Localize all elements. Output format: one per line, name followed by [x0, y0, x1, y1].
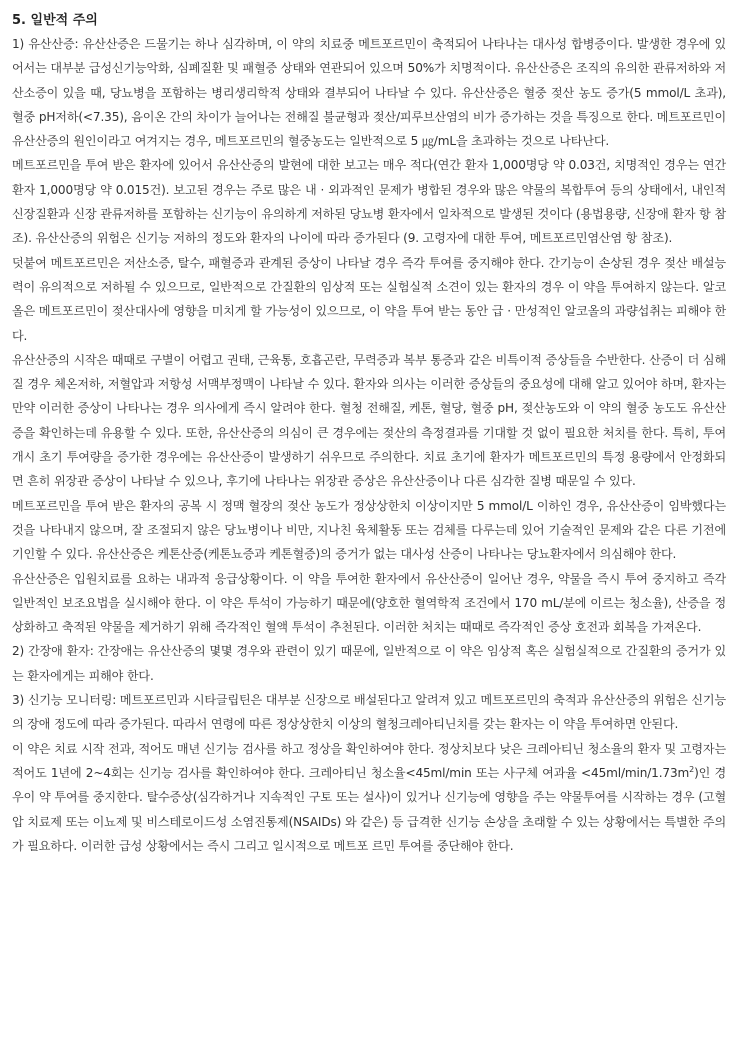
renal-testing-text-2: )인 경우이 약 투여를 중지한다. 탈수증상(심각하거나 지속적인 구토 또는 설사)이 있거나 신기능에 영향을 주는 약물투여를 시작하는 경우 (고혈압 치료제 또는 이뇨제 및 비스테로이드성 소염진통제(NSAIDs) 와 같은) 등 급격한 신기능 손상을 초래할 수 있는 상황에서는 특별한 주의가 필요하다. 이러한 급성 상황에서는 즉시 그리고 일시적으로 메트포 르민 투여를 중단해야 한다.	[12, 765, 726, 853]
paragraph-emergency: 유산산증은 입원치료를 요하는 내과적 응급상황이다. 이 약을 투여한 환자에서 유산산증이 일어난 경우, 약물을 즉시 투여 중지하고 즉각 일반적인 보조요법을 실시해야 한다. 이 약은 투석이 가능하기 때문에(양호한 혈역학적 조건에서 170 mL/분에 이르는 청소율), 산증을 정상화하고 축적된 약물을 제거하기 위해 즉각적인 혈액 투석이 추천된다. 이러한 처치는 때때로 즉각적인 증상 호전과 회복을 가져온다.	[12, 571, 726, 635]
paragraph-renal-testing	[12, 737, 726, 858]
paragraph-symptoms: 유산산증의 시작은 때때로 구별이 어렵고 권태, 근육통, 호흡곤란, 무력증과 복부 통증과 같은 비특이적 증상들을 수반한다. 산증이 더 심해질 경우 체온저하, 저혈압과 저항성 서맥부정맥이 나타날 수 있다. 환자와 의사는 이러한 증상들의 중요성에 대해 알고 있어야 하며, 환자는 만약 이러한 증상이 나타나는 경우 의사에게 즉시 알려야 한다. 혈청 전해질, 케톤, 혈당, 혈중 pH, 젖산농도와 이 약의 혈중 농도도 유산산증을 확인하는데 유용할 수 있다. 또한, 유산산증의 의심이 큰 경우에는 젖산의 측정결과를 기대할 것 없이 필요한 처치를 한다. 특히, 투여 개시 초기 투여량을 증가한 경우에는 유산산증이 발생하기 쉬우므로 주의한다. 치료 초기에 환자가 메트포르민의 특정 용량에서 안정화되면 흔히 위장관 증상이 나타날 수 있으나, 후기에 나타나는 위장관 증상은 유산산증이나 다른 심각한 질병 때문일 수 있다.	[12, 352, 726, 489]
paragraph-incidence: 메트포르민을 투여 받은 환자에 있어서 유산산증의 발현에 대한 보고는 매우 적다(연간 환자 1,000명당 약 0.03건, 치명적인 경우는 연간 환자 1,000명당 약 0.015건). 보고된 경우는 주로 많은 내 · 외과적인 문제가 병합된 경우와 많은 약물의 복합투여 등의 상태에서, 내인적 신장질환과 신장 관류저하를 포함하는 신기능이 유의하게 저하된 당뇨병 환자에서 일차적으로 발생된 것이다 (용법용량, 신장애 환자 항 참조). 유산산증의 위험은 신기능 저하의 정도와 환자의 나이에 따라 증가된다 (9. 고령자에 대한 투여, 메트포르민염산염 항 참조).	[12, 158, 726, 246]
renal-testing-text-1: 이 약은 치료 시작 전과, 적어도 매년 신기능 검사를 하고 정상을 확인하여야 한다. 정상치보다 낮은 크레아티닌 청소율의 환자 및 고령자는 적어도 1년에 2~4회는 신기능 검사를 확인하여야 한다. 크레아티닌 청소율<45ml/min 또는 사구체 여과율 <45ml/min/1.73m	[12, 741, 726, 780]
superscript-2: 2	[689, 764, 695, 774]
paragraph-hepatic-impairment: 2) 간장애 환자: 간장애는 유산산증의 몇몇 경우와 관련이 있기 때문에, 일반적으로 이 약은 임상적 혹은 실험실적으로 간질환의 증거가 있는 환자에게는 피해야 한다.	[12, 644, 726, 683]
section-title: 5. 일반적 주의	[12, 13, 98, 28]
paragraph-lactic-acidosis: 1) 유산산증: 유산산증은 드물기는 하나 심각하며, 이 약의 치료중 메트포르민이 축적되어 나타나는 대사성 합병증이다. 발생한 경우에 있어서는 대부분 급성신기능악화, 심폐질환 및 패혈증 상태와 연관되어 있으며 50%가 치명적이다. 유산산증은 조직의 유의한 관류저하와 저산소증이 있을 때, 당뇨병을 포함하는 병리생리학적 상태와 결부되어 나타날 수 있다. 유산산증은 혈중 젖산 농도 증가(5 mmol/L 초과), 혈중 pH저하(<7.35), 음이온 간의 차이가 늘어나는 전해질 불균형과 젖산/피루브산염의 비가 증가하는 것을 특징으로 한다. 메트포르민이 유산산증의 원인이라고 여겨지는 경우, 메트포르민의 혈중농도는 일반적으로 5 ㎍/mL을 초과하는 것으로 나타난다.	[12, 37, 726, 149]
paragraph-discontinuation: 덧붙여 메트포르민은 저산소증, 탈수, 패혈증과 관계된 증상이 나타날 경우 즉각 투여를 중지해야 한다. 간기능이 손상된 경우 젖산 배설능력이 유의적으로 저하될 수 있으므로, 일반적으로 간질환의 임상적 또는 실험실적 소견이 있는 환자의 경우 이 약을 투여하지 않는다. 알코올은 메트포르민이 젖산대사에 영향을 미치게 할 가능성이 있으므로, 이 약을 투여 받는 동안 급 · 만성적인 알코올의 과량섭취는 피해야 한다.	[12, 255, 726, 343]
paragraph-renal-monitoring: 3) 신기능 모니터링: 메트포르민과 시타글립틴은 대부분 신장으로 배설된다고 알려져 있고 메트포르민의 축적과 유산산증의 위험은 신기능의 장애 정도에 따라 증가된다. 따라서 연령에 따른 정상상한치 이상의 혈청크레아티닌치를 갖는 환자는 이 약을 투여하면 안된다.	[12, 693, 726, 732]
paragraph-lactate-levels: 메트포르민을 투여 받은 환자의 공복 시 정맥 혈장의 젖산 농도가 정상상한치 이상이지만 5 mmol/L 이하인 경우, 유산산증이 임박했다는 것을 나타내지 않으며, 잘 조절되지 않은 당뇨병이나 비만, 지나친 육체활동 또는 검체를 다루는데 있어 기술적인 문제와 같은 다른 기전에 기인할 수 있다. 유산산증은 케톤산증(케톤뇨증과 케톤혈증)의 증거가 없는 대사성 산증이 나타나는 당뇨환자에서 의심해야 한다.	[12, 498, 726, 562]
